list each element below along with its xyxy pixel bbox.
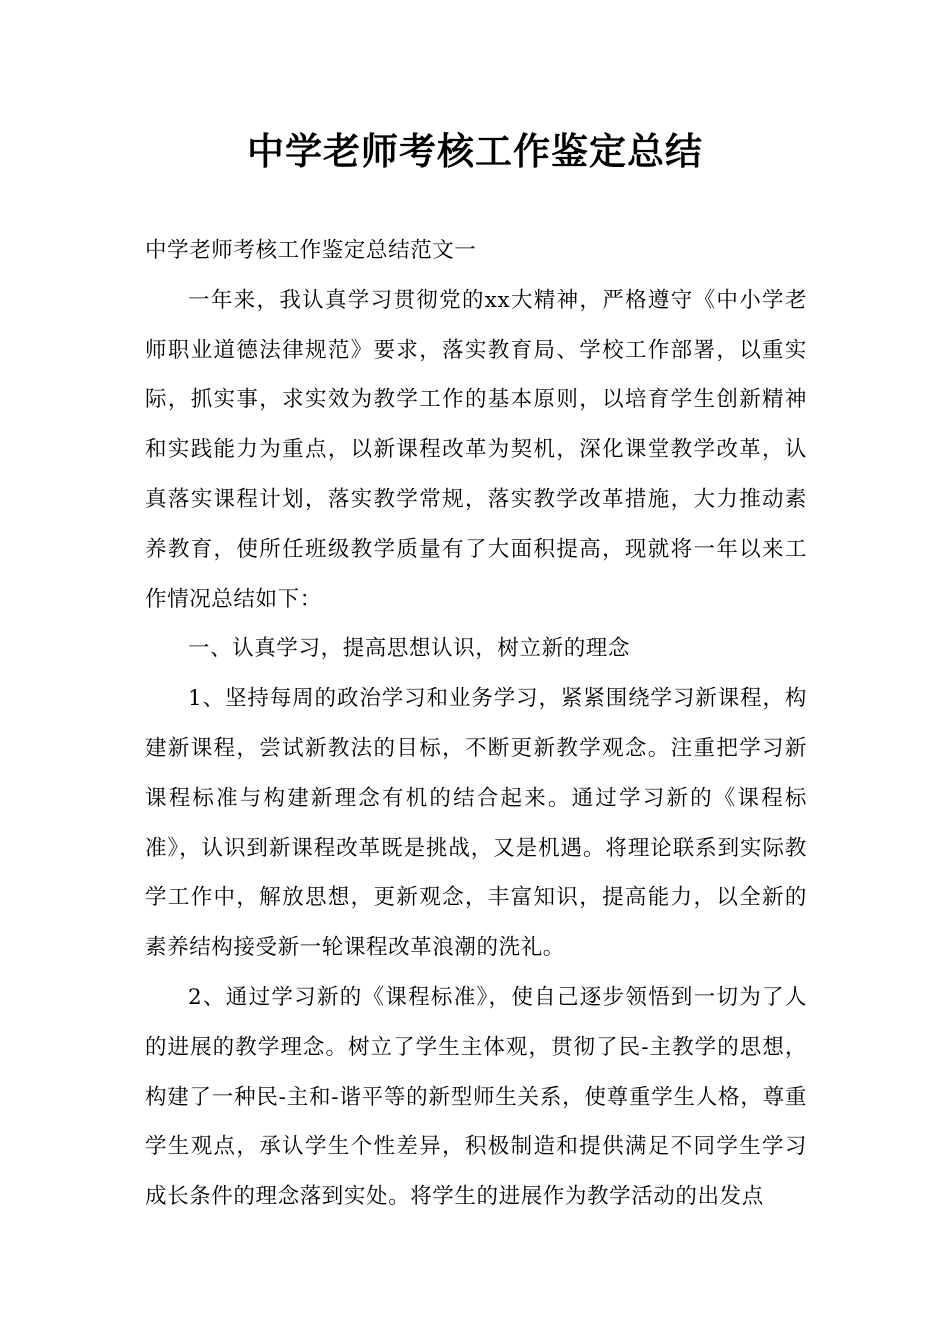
paragraph-item-1: 1、坚持每周的政治学习和业务学习，紧紧围绕学习新课程，构建新课程，尝试新教法的目标，不断更新教学观念。注重把学习新课程标准与构建新理念有机的结合起来。通过学习新的《课程标准》，认识到新课程改革既是挑战，又是机遇。将理论联系到实际教学工作中，解放思想，更新观念，丰富知识，提高能力，以全新的素养结构接受新一轮课程改革浪潮的洗礼。	[145, 686, 807, 961]
document-title: 中学老师考核工作鉴定总结	[247, 130, 703, 173]
document-body	[145, 226, 807, 1222]
paragraph-intro: 一年来，我认真学习贯彻党的xx大精神，严格遵守《中小学老师职业道德法律规范》要求，落实教育局、学校工作部署，以重实际，抓实事，求实效为教学工作的基本原则，以培育学生创新精神和实践能力为重点，以新课程改革为契机，深化课堂教学改革，认真落实课程计划，落实教学常规，落实教学改革措施，大力推动素养教育，使所任班级教学质量有了大面积提高，现就将一年以来工作情况总结如下：	[145, 287, 807, 612]
section-heading-1: 一、认真学习，提高思想认识，树立新的理念	[188, 636, 631, 662]
document-subtitle: 中学老师考核工作鉴定总结范文一	[145, 238, 477, 263]
paragraph-item-2: 2、通过学习新的《课程标准》，使自己逐步领悟到一切为了人的进展的教学理念。树立了学生主体观，贯彻了民-主教学的思想，构建了一种民-主和-谐平等的新型师生关系，使尊重学生人格，尊重学生观点，承认学生个性差异，积极制造和提供满足不同学生学习成长条件的理念落到实处。将学生的进展作为教学活动的出发点	[145, 984, 807, 1210]
